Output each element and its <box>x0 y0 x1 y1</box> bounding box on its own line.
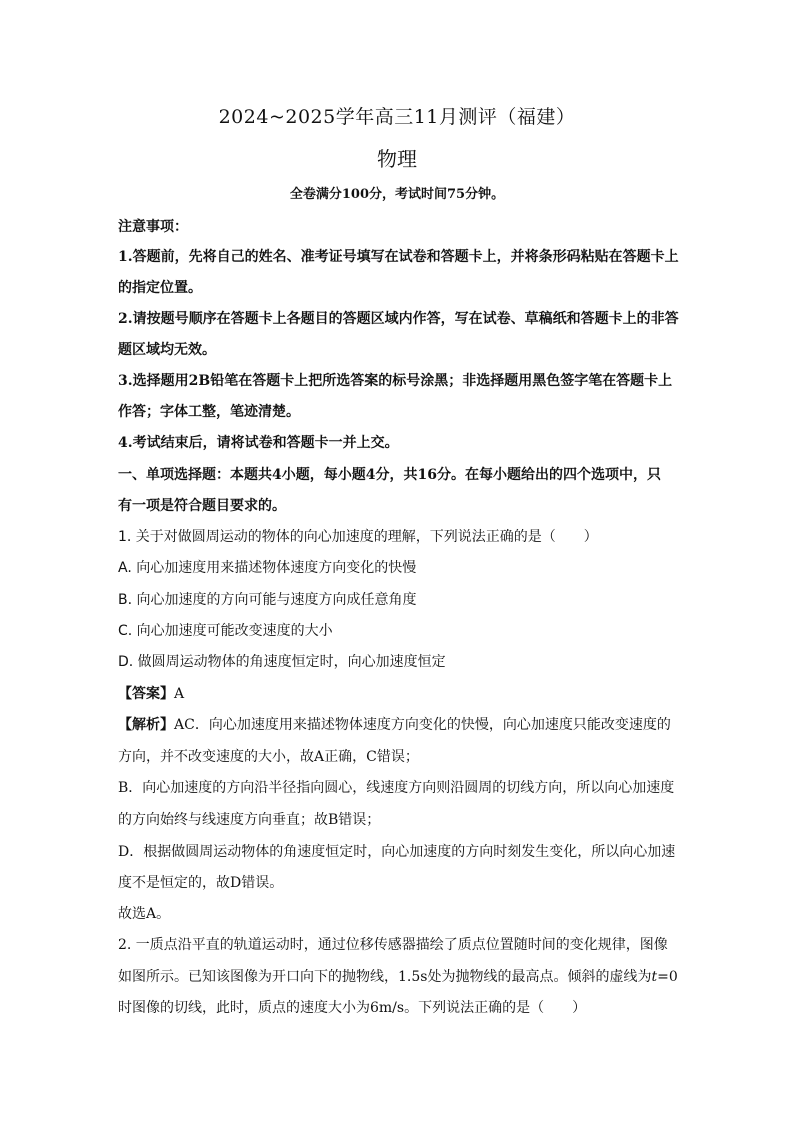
q1-analysis-line-3: B．向心加速度的方向沿半径指向圆心，线速度方向则沿圆周的切线方向，所以向心加速度 <box>118 780 675 796</box>
q1-answer <box>118 684 678 704</box>
q1-analysis-line-4: 的方向始终与线速度方向垂直；故B错误； <box>118 812 381 828</box>
notice-item-3-line-1: 3.选择题用2B铅笔在答题卡上把所选答案的标号涂黑；非选择题用黑色签字笔在答题卡上 <box>118 373 673 389</box>
q1-analysis-line-2: 方向，并不改变速度的大小，故A正确，C错误； <box>118 749 419 765</box>
exam-title: 2024~2025学年高三11月测评（福建） <box>218 106 576 128</box>
q2-stem-line-2 <box>118 967 678 987</box>
answer-value: A <box>174 686 185 702</box>
section-1-line-1: 一、单项选择题：本题共4小题，每小题4分，共16分。在每小题给出的四个选项中，只 <box>118 467 661 483</box>
q1-analysis-line-1 <box>118 715 678 735</box>
notice-item-1-line-2: 的指定位置。 <box>118 280 202 296</box>
q2-stem-line-2-end: =0 <box>657 969 678 985</box>
q1-option-d: D. 做圆周运动物体的角速度恒定时，向心加速度恒定 <box>118 654 446 670</box>
q1-analysis-line-6: 度不是恒定的，故D错误。 <box>118 875 284 891</box>
q2-stem-line-3: 时图像的切线，此时，质点的速度大小为6m/s。下列说法正确的是（ ） <box>118 1000 587 1016</box>
q1-option-b: B. 向心加速度的方向可能与速度方向成任意角度 <box>118 592 417 608</box>
q1-analysis-line-5: D．根据做圆周运动物体的角速度恒定时，向心加速度的方向时刻发生变化，所以向心加速 <box>118 844 676 860</box>
q2-stem-line-1: 2. 一质点沿平直的轨道运动时，通过位移传感器描绘了质点位置随时间的变化规律，图像 <box>118 937 668 953</box>
subject-title: 物理 <box>377 147 417 171</box>
section-1-line-2: 有一项是符合题目要求的。 <box>118 498 286 514</box>
notice-item-2-line-2: 题区域均无效。 <box>118 342 216 358</box>
time-variable: t <box>651 969 658 985</box>
q1-option-a: A. 向心加速度用来描述物体速度方向变化的快慢 <box>118 560 417 576</box>
q2-stem-line-2-text: 如图所示。已知该图像为开口向下的抛物线，1.5s处为抛物线的最高点。倾斜的虚线为 <box>118 969 652 985</box>
q1-stem: 1. 关于对做圆周运动的物体的向心加速度的理解，下列说法正确的是（ ） <box>118 529 598 545</box>
q1-conclusion: 故选A。 <box>118 906 171 922</box>
notice-item-3-line-2: 作答；字体工整，笔迹清楚。 <box>118 404 300 420</box>
analysis-tag: 【解析】 <box>118 717 174 733</box>
notice-item-1-line-1: 1.答题前，先将自己的姓名、准考证号填写在试卷和答题卡上，并将条形码粘贴在答题卡上 <box>118 249 679 265</box>
exam-meta: 全卷满分100分，考试时间75分钟。 <box>289 187 505 202</box>
q1-option-c: C. 向心加速度可能改变速度的大小 <box>118 623 333 639</box>
answer-tag: 【答案】 <box>118 686 174 702</box>
notice-item-4: 4.考试结束后，请将试卷和答题卡一并上交。 <box>118 435 399 451</box>
notice-heading: 注意事项： <box>118 219 188 235</box>
analysis-text: AC．向心加速度用来描述物体速度方向变化的快慢，向心加速度只能改变速度的 <box>174 717 671 733</box>
notice-item-2-line-1: 2.请按题号顺序在答题卡上各题目的答题区域内作答，写在试卷、草稿纸和答题卡上的非答 <box>118 311 679 327</box>
